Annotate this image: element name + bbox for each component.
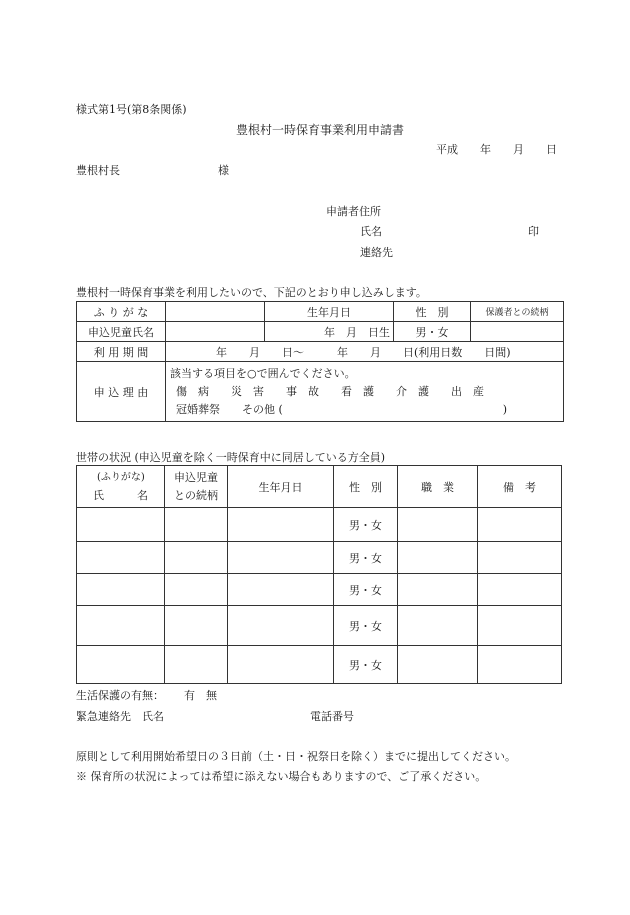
emergency-contact-label: 緊急連絡先 氏名 — [76, 710, 164, 723]
guardian-relation-label: 保護者との続柄 — [471, 302, 564, 322]
relation-cell[interactable] — [165, 508, 228, 542]
birthdate-field[interactable]: 年 月 日生 — [265, 322, 394, 342]
remarks-cell[interactable] — [478, 646, 562, 684]
occupation-cell[interactable] — [398, 508, 478, 542]
welfare-label: 生活保護の有無： — [76, 689, 164, 702]
reason-options-line1[interactable]: 傷 病 災 害 事 故 看 護 介 護 出 産 — [176, 384, 484, 398]
col-occupation-header: 職 業 — [398, 466, 478, 508]
name-cell[interactable] — [77, 646, 165, 684]
col-name-header — [77, 466, 165, 508]
form-number: 様式第1号(第8条関係) — [76, 103, 187, 116]
household-table — [76, 465, 562, 684]
birthdate-cell[interactable] — [228, 646, 334, 684]
period-row — [77, 342, 564, 362]
col-name-label: 氏 名 — [93, 488, 148, 502]
occupation-cell[interactable] — [398, 542, 478, 574]
child-name-label: 申込児童氏名 — [77, 322, 166, 342]
birthdate-label: 生年月日 — [265, 302, 394, 322]
intro-text: 豊根村一時保育事業を利用したいので、下記のとおり申し込みします。 — [76, 286, 427, 299]
relation-cell[interactable] — [165, 646, 228, 684]
sex-cell[interactable]: 男・女 — [334, 574, 398, 606]
relation-cell[interactable] — [165, 606, 228, 646]
col-relation-header — [165, 466, 228, 508]
col-furigana-label: (ふりがな) — [97, 471, 145, 483]
furigana-row — [77, 302, 564, 322]
remarks-cell[interactable] — [478, 606, 562, 646]
reason-field[interactable] — [166, 362, 564, 422]
sex-options[interactable]: 男・女 — [394, 322, 471, 342]
col-relation-line1: 申込児童 — [174, 470, 218, 484]
household-row — [77, 542, 562, 574]
birthdate-cell[interactable] — [228, 542, 334, 574]
welfare-options[interactable]: 有 無 — [184, 689, 217, 702]
furigana-label: ふ り が な — [77, 302, 166, 322]
sex-cell[interactable]: 男・女 — [334, 646, 398, 684]
household-title: 世帯の状況 (申込児童を除く一時保育中に同居している方全員) — [76, 451, 386, 464]
household-row — [77, 646, 562, 684]
birthdate-cell[interactable] — [228, 606, 334, 646]
form-title: 豊根村一時保育事業利用申請書 — [236, 123, 405, 137]
sex-cell[interactable]: 男・女 — [334, 508, 398, 542]
seal-label: 印 — [528, 225, 539, 238]
disclaimer-note: ※ 保育所の状況によっては希望に添えない場合もありますので、ご了承ください。 — [76, 770, 487, 783]
remarks-cell[interactable] — [478, 574, 562, 606]
birthdate-cell[interactable] — [228, 574, 334, 606]
submission-note: 原則として利用開始希望日の３日前（土・日・祝祭日を除く）までに提出してください。 — [76, 750, 516, 763]
reason-options-line2[interactable]: 冠婚葬祭 その他 ( ) — [176, 402, 508, 416]
name-cell[interactable] — [77, 574, 165, 606]
guardian-relation-field[interactable] — [471, 322, 564, 342]
household-header-row — [77, 466, 562, 508]
occupation-cell[interactable] — [398, 646, 478, 684]
addressee: 豊根村長 — [76, 164, 120, 177]
remarks-cell[interactable] — [478, 542, 562, 574]
honorific: 様 — [218, 164, 229, 177]
col-relation-line2: との続柄 — [174, 488, 218, 502]
occupation-cell[interactable] — [398, 606, 478, 646]
remarks-cell[interactable] — [478, 508, 562, 542]
application-table — [76, 301, 564, 422]
col-sex-header: 性 別 — [334, 466, 398, 508]
relation-cell[interactable] — [165, 542, 228, 574]
reason-label: 申 込 理 由 — [77, 362, 166, 422]
period-field[interactable]: 年 月 日～ 年 月 日(利用日数 日間) — [166, 342, 564, 362]
reason-row — [77, 362, 564, 422]
applicant-name-label: 氏名 — [360, 225, 382, 238]
phone-label: 電話番号 — [310, 710, 354, 723]
date-line: 平成 年 月 日 — [436, 143, 557, 156]
applicant-address-label: 申請者住所 — [326, 205, 381, 218]
child-name-row — [77, 322, 564, 342]
sex-cell[interactable]: 男・女 — [334, 542, 398, 574]
household-row — [77, 574, 562, 606]
household-row — [77, 508, 562, 542]
period-label: 利 用 期 間 — [77, 342, 166, 362]
name-cell[interactable] — [77, 542, 165, 574]
name-cell[interactable] — [77, 606, 165, 646]
sex-label: 性 別 — [394, 302, 471, 322]
name-cell[interactable] — [77, 508, 165, 542]
child-name-field[interactable] — [166, 322, 265, 342]
furigana-field[interactable] — [166, 302, 265, 322]
occupation-cell[interactable] — [398, 574, 478, 606]
reason-instruction: 該当する項目を○で囲んでください。 — [170, 366, 356, 380]
sex-cell[interactable]: 男・女 — [334, 606, 398, 646]
col-birthdate-header: 生年月日 — [228, 466, 334, 508]
applicant-contact-label: 連絡先 — [360, 246, 393, 259]
birthdate-cell[interactable] — [228, 508, 334, 542]
col-remarks-header: 備 考 — [478, 466, 562, 508]
household-row — [77, 606, 562, 646]
relation-cell[interactable] — [165, 574, 228, 606]
